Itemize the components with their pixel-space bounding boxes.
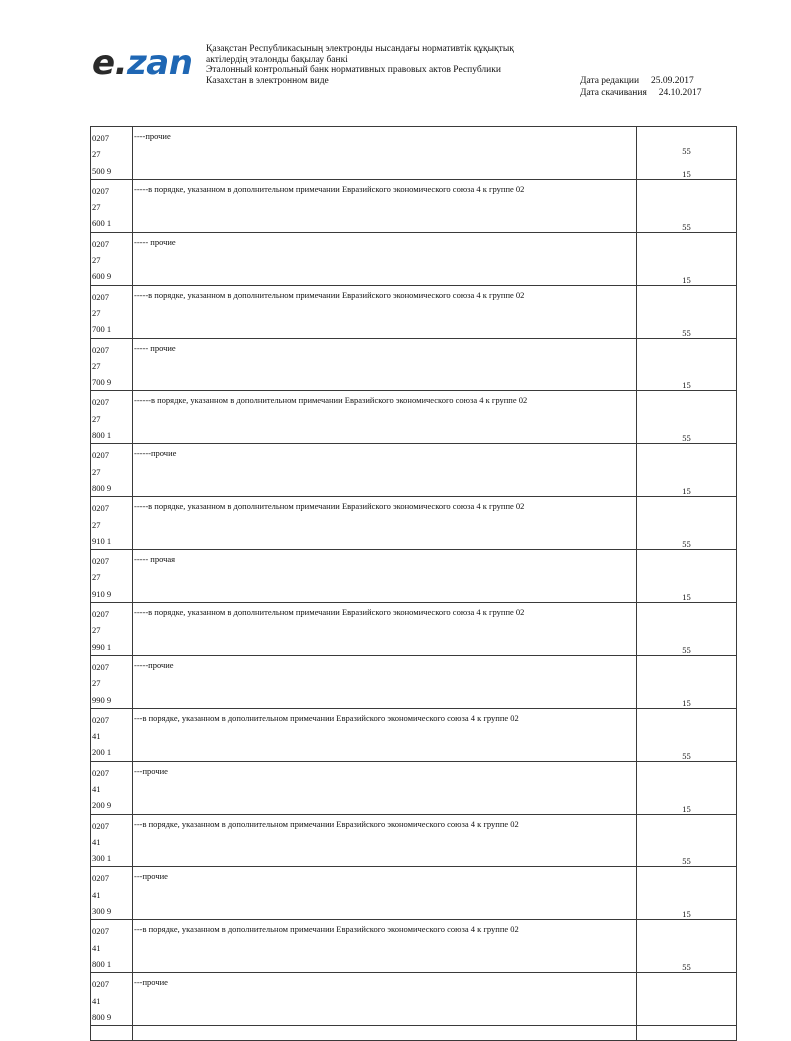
code-line: 27: [92, 202, 101, 213]
code-line: 0207: [92, 397, 109, 408]
item-description: ---в порядке, указанном в дополнительном примечании Евразийского экономического союза 4 к группе 02: [134, 924, 519, 935]
logo-e: e: [92, 43, 115, 83]
item-description: -----в порядке, указанном в дополнительном примечании Евразийского экономического союза 4 к группе 02: [134, 289, 525, 300]
item-description: ----- прочие: [134, 236, 176, 247]
item-description: ---прочие: [134, 977, 168, 988]
code-line: 0207: [92, 820, 109, 831]
code-cell: [91, 603, 133, 656]
code-cell: [91, 391, 133, 444]
code-line: 200 9: [92, 800, 112, 811]
header-line-4: Казахстан в электронном виде: [206, 75, 329, 86]
commodity-code: [91, 127, 132, 179]
rate-value: 15: [682, 803, 691, 814]
code-line: 600 9: [92, 271, 112, 282]
code-line: 27: [92, 255, 101, 266]
item-description: ---в порядке, указанном в дополнительном примечании Евразийского экономического союза 4 к группе 02: [134, 712, 519, 723]
code-cell: [91, 867, 133, 920]
header-line-2: актілердің эталонды бақылау банкі: [206, 54, 348, 65]
item-description: ------прочие: [134, 448, 177, 459]
item-description: ---в порядке, указанном в дополнительном примечании Евразийского экономического союза 4 к группе 02: [134, 818, 519, 829]
code-line: 500 9: [92, 165, 112, 176]
code-line: 0207: [92, 556, 109, 567]
rate-value: 15: [682, 486, 691, 497]
code-line: 41: [92, 942, 101, 953]
empty-cell: [133, 1026, 637, 1041]
item-description: ----- прочие: [134, 342, 176, 353]
code-line: 800 9: [92, 482, 112, 493]
code-line: 0207: [92, 873, 109, 884]
code-line: 990 9: [92, 694, 112, 705]
code-line: 0207: [92, 185, 109, 196]
code-line: 27: [92, 307, 101, 318]
description-cell: [133, 179, 637, 232]
code-line: 27: [92, 149, 101, 160]
empty-cell: [637, 1026, 737, 1041]
rate-value: 15: [682, 697, 691, 708]
code-line: 0207: [92, 661, 109, 672]
code-cell: [91, 920, 133, 973]
commodity-code: [91, 762, 132, 814]
description-cell: [133, 285, 637, 338]
code-line: 0207: [92, 979, 109, 990]
code-cell: [91, 285, 133, 338]
code-line: 0207: [92, 344, 109, 355]
code-line: 0207: [92, 291, 109, 302]
code-line: 800 9: [92, 1011, 112, 1022]
code-line: 0207: [92, 714, 109, 725]
header-description: [206, 44, 556, 86]
rate-value: 55: [682, 539, 691, 550]
rate-value: 55: [682, 750, 691, 761]
empty-cell: [91, 1026, 133, 1041]
code-line: 0207: [92, 503, 109, 514]
code-line: 27: [92, 572, 101, 583]
code-cell: [91, 550, 133, 603]
description-cell: [133, 391, 637, 444]
rate-cell: [637, 962, 737, 1026]
download-date-line: [580, 87, 701, 99]
commodity-code: [91, 444, 132, 496]
commodity-code: [91, 603, 132, 655]
rate-value: 55: [682, 146, 691, 156]
code-line: 41: [92, 731, 101, 742]
code-line: 200 1: [92, 747, 112, 758]
description-cell: [133, 497, 637, 550]
code-line: 0207: [92, 450, 109, 461]
code-line: 27: [92, 360, 101, 371]
edit-date-value: 25.09.2017: [650, 76, 694, 86]
code-line: 27: [92, 678, 101, 689]
edit-date-label: Дата редакции: [580, 76, 640, 86]
item-description: ---прочие: [134, 871, 168, 882]
code-cell: [91, 708, 133, 761]
description-cell: [133, 814, 637, 867]
logo-dot: .: [114, 43, 127, 83]
code-line: 700 1: [92, 324, 112, 335]
code-line: 27: [92, 625, 101, 636]
description-cell: [133, 708, 637, 761]
item-description: -----в порядке, указанном в дополнительном примечании Евразийского экономического союза 4 к группе 02: [134, 607, 525, 618]
code-cell: [91, 179, 133, 232]
code-line: 0207: [92, 926, 109, 937]
item-description: -----в порядке, указанном в дополнительном примечании Евразийского экономического союза 4 к группе 02: [134, 183, 525, 194]
description-cell: [133, 127, 637, 180]
document-dates: [580, 75, 701, 99]
code-line: 0207: [92, 133, 109, 143]
description-cell: [133, 550, 637, 603]
code-line: 300 1: [92, 853, 112, 864]
code-cell: [91, 814, 133, 867]
rate-value: 15: [682, 592, 691, 603]
item-description: -----в порядке, указанном в дополнительном примечании Евразийского экономического союза 4 к группе 02: [134, 501, 525, 512]
rate-value: 55: [682, 433, 691, 444]
code-line: 300 9: [92, 906, 112, 917]
commodity-code: [91, 920, 132, 972]
code-line: 600 1: [92, 218, 112, 229]
commodity-code: [91, 867, 132, 919]
description-cell: [133, 232, 637, 285]
rate-value: 55: [682, 327, 691, 338]
code-cell: [91, 127, 133, 180]
rate-value: 15: [682, 380, 691, 391]
table-row: [91, 973, 737, 1026]
code-cell: [91, 338, 133, 391]
rate-value: 55: [682, 856, 691, 867]
code-line: 990 1: [92, 641, 112, 652]
download-date-value: 24.10.2017: [658, 88, 702, 98]
code-line: 700 9: [92, 377, 112, 388]
rate-value: 15: [682, 168, 691, 179]
tariff-table-body: [91, 127, 737, 1041]
code-line: 27: [92, 413, 101, 424]
code-line: 800 1: [92, 958, 112, 969]
item-description: -----прочие: [134, 659, 174, 670]
commodity-code: [91, 973, 132, 1025]
item-description: ----- прочая: [134, 554, 176, 565]
description-cell: [133, 867, 637, 920]
rate-value: 55: [682, 221, 691, 232]
description-cell: [133, 444, 637, 497]
commodity-code: [91, 656, 132, 708]
rate-value: 55: [682, 644, 691, 655]
code-cell: [91, 973, 133, 1026]
code-line: 910 1: [92, 535, 112, 546]
code-line: 800 1: [92, 430, 112, 441]
ezan-logo: [92, 43, 193, 83]
code-line: 0207: [92, 767, 109, 778]
commodity-code: [91, 286, 132, 338]
code-cell: [91, 655, 133, 708]
code-cell: [91, 761, 133, 814]
description-cell: [133, 973, 637, 1026]
item-description: ---прочие: [134, 765, 168, 776]
description-cell: [133, 920, 637, 973]
code-line: 41: [92, 889, 101, 900]
commodity-code: [91, 180, 132, 232]
item-description: ------в порядке, указанном в дополнительном примечании Евразийского экономического союза 4 к группе 02: [134, 395, 528, 406]
code-line: 27: [92, 519, 101, 530]
code-line: 41: [92, 783, 101, 794]
description-cell: [133, 603, 637, 656]
description-cell: [133, 655, 637, 708]
commodity-code: [91, 709, 132, 761]
table-row-empty: [91, 1026, 737, 1041]
header-line-3: Эталонный контрольный банк нормативных правовых актов Республики: [206, 65, 501, 75]
header-line-1: Қазақстан Республикасының электронды нысандағы нормативтік құқықтық: [206, 44, 514, 54]
code-line: 0207: [92, 238, 109, 249]
description-cell: [133, 761, 637, 814]
description-cell: [133, 338, 637, 391]
code-line: 41: [92, 995, 101, 1006]
commodity-code: [91, 497, 132, 549]
rate-value: 15: [682, 274, 691, 285]
commodity-code: [91, 391, 132, 443]
edit-date-line: [580, 75, 701, 87]
logo-zan: zan: [126, 43, 193, 83]
code-line: 0207: [92, 609, 109, 620]
code-cell: [91, 444, 133, 497]
code-cell: [91, 232, 133, 285]
commodity-code: [91, 815, 132, 867]
tariff-table: [90, 126, 737, 1041]
commodity-code: [91, 550, 132, 602]
code-line: 910 9: [92, 588, 112, 599]
code-cell: [91, 497, 133, 550]
code-line: 41: [92, 836, 101, 847]
rate-value: 55: [682, 962, 691, 973]
download-date-label: Дата скачивания: [580, 88, 647, 98]
commodity-code: [91, 339, 132, 391]
item-description: ----прочие: [134, 131, 171, 141]
code-line: 27: [92, 466, 101, 477]
commodity-code: [91, 233, 132, 285]
rate-value: 15: [682, 909, 691, 920]
